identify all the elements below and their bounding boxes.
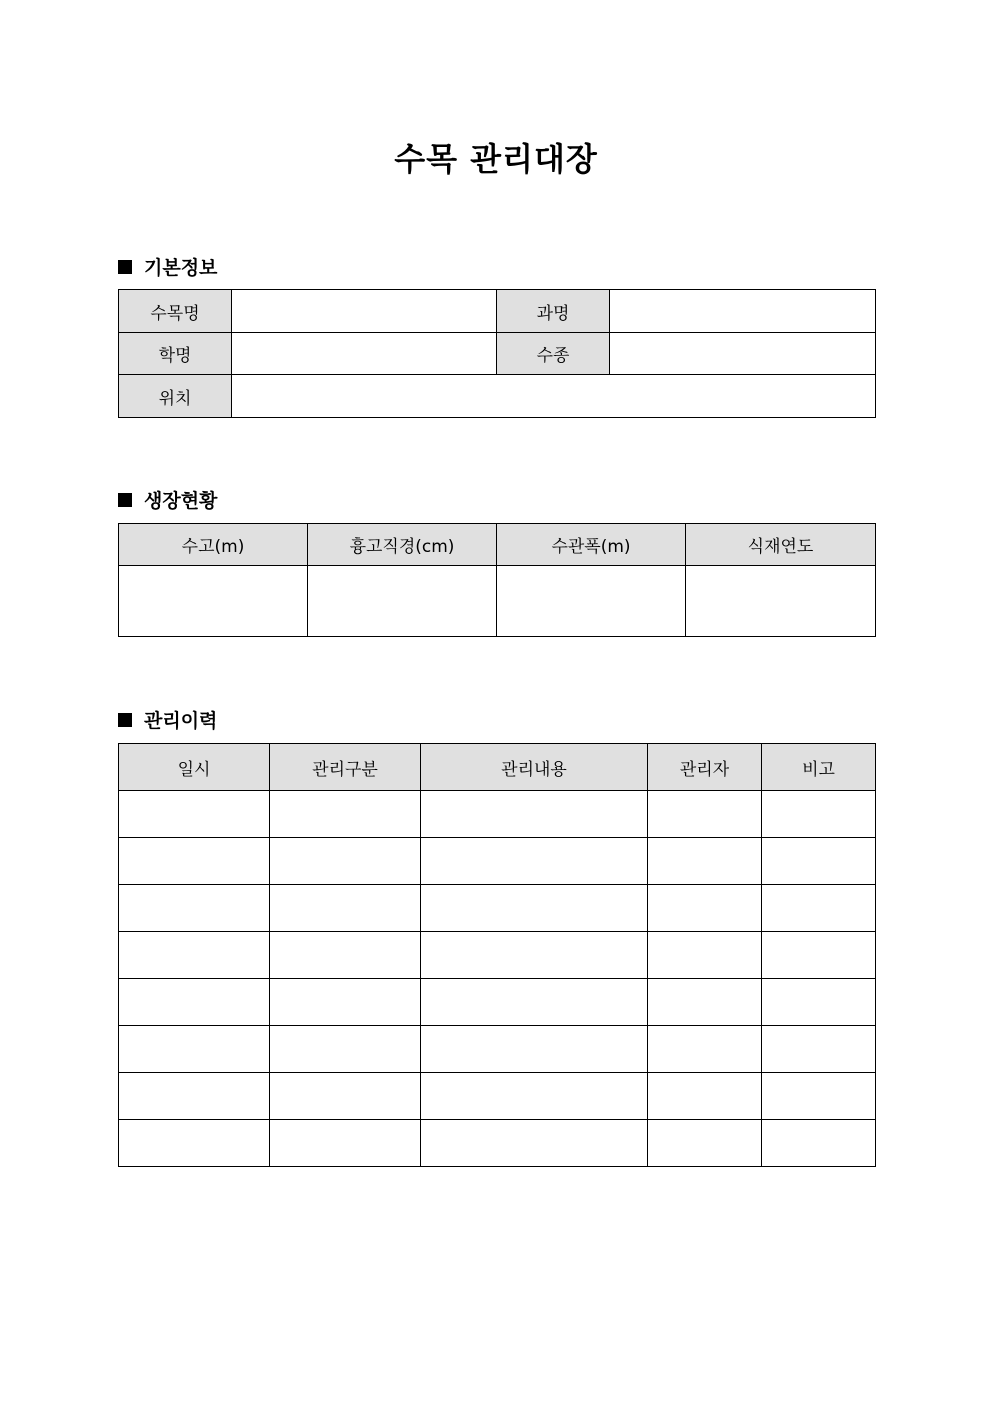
- header-height: 수고(m): [119, 524, 308, 566]
- square-bullet-icon: [118, 713, 132, 727]
- field-content[interactable]: [421, 1026, 648, 1073]
- table-row: [119, 838, 876, 885]
- field-category[interactable]: [270, 1073, 421, 1120]
- header-crown-width: 수관폭(m): [497, 524, 686, 566]
- header-date: 일시: [119, 744, 270, 791]
- field-scientific-name[interactable]: [232, 333, 497, 375]
- field-date[interactable]: [119, 885, 270, 932]
- field-category[interactable]: [270, 979, 421, 1026]
- table-row: [119, 979, 876, 1026]
- field-category[interactable]: [270, 1120, 421, 1167]
- field-date[interactable]: [119, 932, 270, 979]
- field-manager[interactable]: [648, 885, 762, 932]
- growth-table: [118, 523, 876, 637]
- header-remarks: 비고: [762, 744, 876, 791]
- field-crown-width[interactable]: [497, 566, 686, 637]
- label-family: 과명: [497, 290, 610, 333]
- field-content[interactable]: [421, 791, 648, 838]
- table-row: [119, 1026, 876, 1073]
- field-category[interactable]: [270, 885, 421, 932]
- header-content: 관리내용: [421, 744, 648, 791]
- square-bullet-icon: [118, 260, 132, 274]
- square-bullet-icon: [118, 493, 132, 507]
- field-remarks[interactable]: [762, 838, 876, 885]
- field-date[interactable]: [119, 979, 270, 1026]
- field-content[interactable]: [421, 1120, 648, 1167]
- field-date[interactable]: [119, 838, 270, 885]
- field-content[interactable]: [421, 838, 648, 885]
- field-manager[interactable]: [648, 838, 762, 885]
- label-species: 수종: [497, 333, 610, 375]
- field-content[interactable]: [421, 885, 648, 932]
- field-category[interactable]: [270, 838, 421, 885]
- header-manager: 관리자: [648, 744, 762, 791]
- field-date[interactable]: [119, 1073, 270, 1120]
- field-content[interactable]: [421, 932, 648, 979]
- field-content[interactable]: [421, 979, 648, 1026]
- field-category[interactable]: [270, 932, 421, 979]
- header-category: 관리구분: [270, 744, 421, 791]
- field-remarks[interactable]: [762, 979, 876, 1026]
- field-manager[interactable]: [648, 1073, 762, 1120]
- table-row: [119, 791, 876, 838]
- field-remarks[interactable]: [762, 1120, 876, 1167]
- section-heading-label: 기본정보: [144, 257, 218, 279]
- field-date[interactable]: [119, 1120, 270, 1167]
- header-dbh: 흉고직경(cm): [308, 524, 497, 566]
- field-remarks[interactable]: [762, 1073, 876, 1120]
- table-row: [119, 1073, 876, 1120]
- field-manager[interactable]: [648, 1120, 762, 1167]
- section-heading-basic-info: [118, 253, 217, 280]
- field-height[interactable]: [119, 566, 308, 637]
- section-heading-history: [118, 706, 217, 733]
- field-remarks[interactable]: [762, 1026, 876, 1073]
- label-location: 위치: [119, 375, 232, 418]
- basic-info-table: [118, 289, 876, 418]
- label-scientific-name: 학명: [119, 333, 232, 375]
- field-content[interactable]: [421, 1073, 648, 1120]
- field-date[interactable]: [119, 791, 270, 838]
- section-heading-label: 관리이력: [144, 710, 218, 732]
- table-row: [119, 1120, 876, 1167]
- field-manager[interactable]: [648, 791, 762, 838]
- field-manager[interactable]: [648, 979, 762, 1026]
- field-remarks[interactable]: [762, 885, 876, 932]
- field-manager[interactable]: [648, 932, 762, 979]
- field-species[interactable]: [610, 333, 876, 375]
- field-manager[interactable]: [648, 1026, 762, 1073]
- label-tree-name: 수목명: [119, 290, 232, 333]
- field-category[interactable]: [270, 1026, 421, 1073]
- field-tree-name[interactable]: [232, 290, 497, 333]
- field-remarks[interactable]: [762, 932, 876, 979]
- field-category[interactable]: [270, 791, 421, 838]
- field-date[interactable]: [119, 1026, 270, 1073]
- field-family[interactable]: [610, 290, 876, 333]
- field-planting-year[interactable]: [686, 566, 876, 637]
- section-heading-growth: [118, 486, 217, 513]
- table-row: [119, 885, 876, 932]
- header-planting-year: 식재연도: [686, 524, 876, 566]
- field-remarks[interactable]: [762, 791, 876, 838]
- history-table: [118, 743, 876, 1167]
- field-location[interactable]: [232, 375, 876, 418]
- page-title: 수목 관리대장: [394, 140, 598, 178]
- table-row: [119, 932, 876, 979]
- section-heading-label: 생장현황: [144, 490, 218, 512]
- field-dbh[interactable]: [308, 566, 497, 637]
